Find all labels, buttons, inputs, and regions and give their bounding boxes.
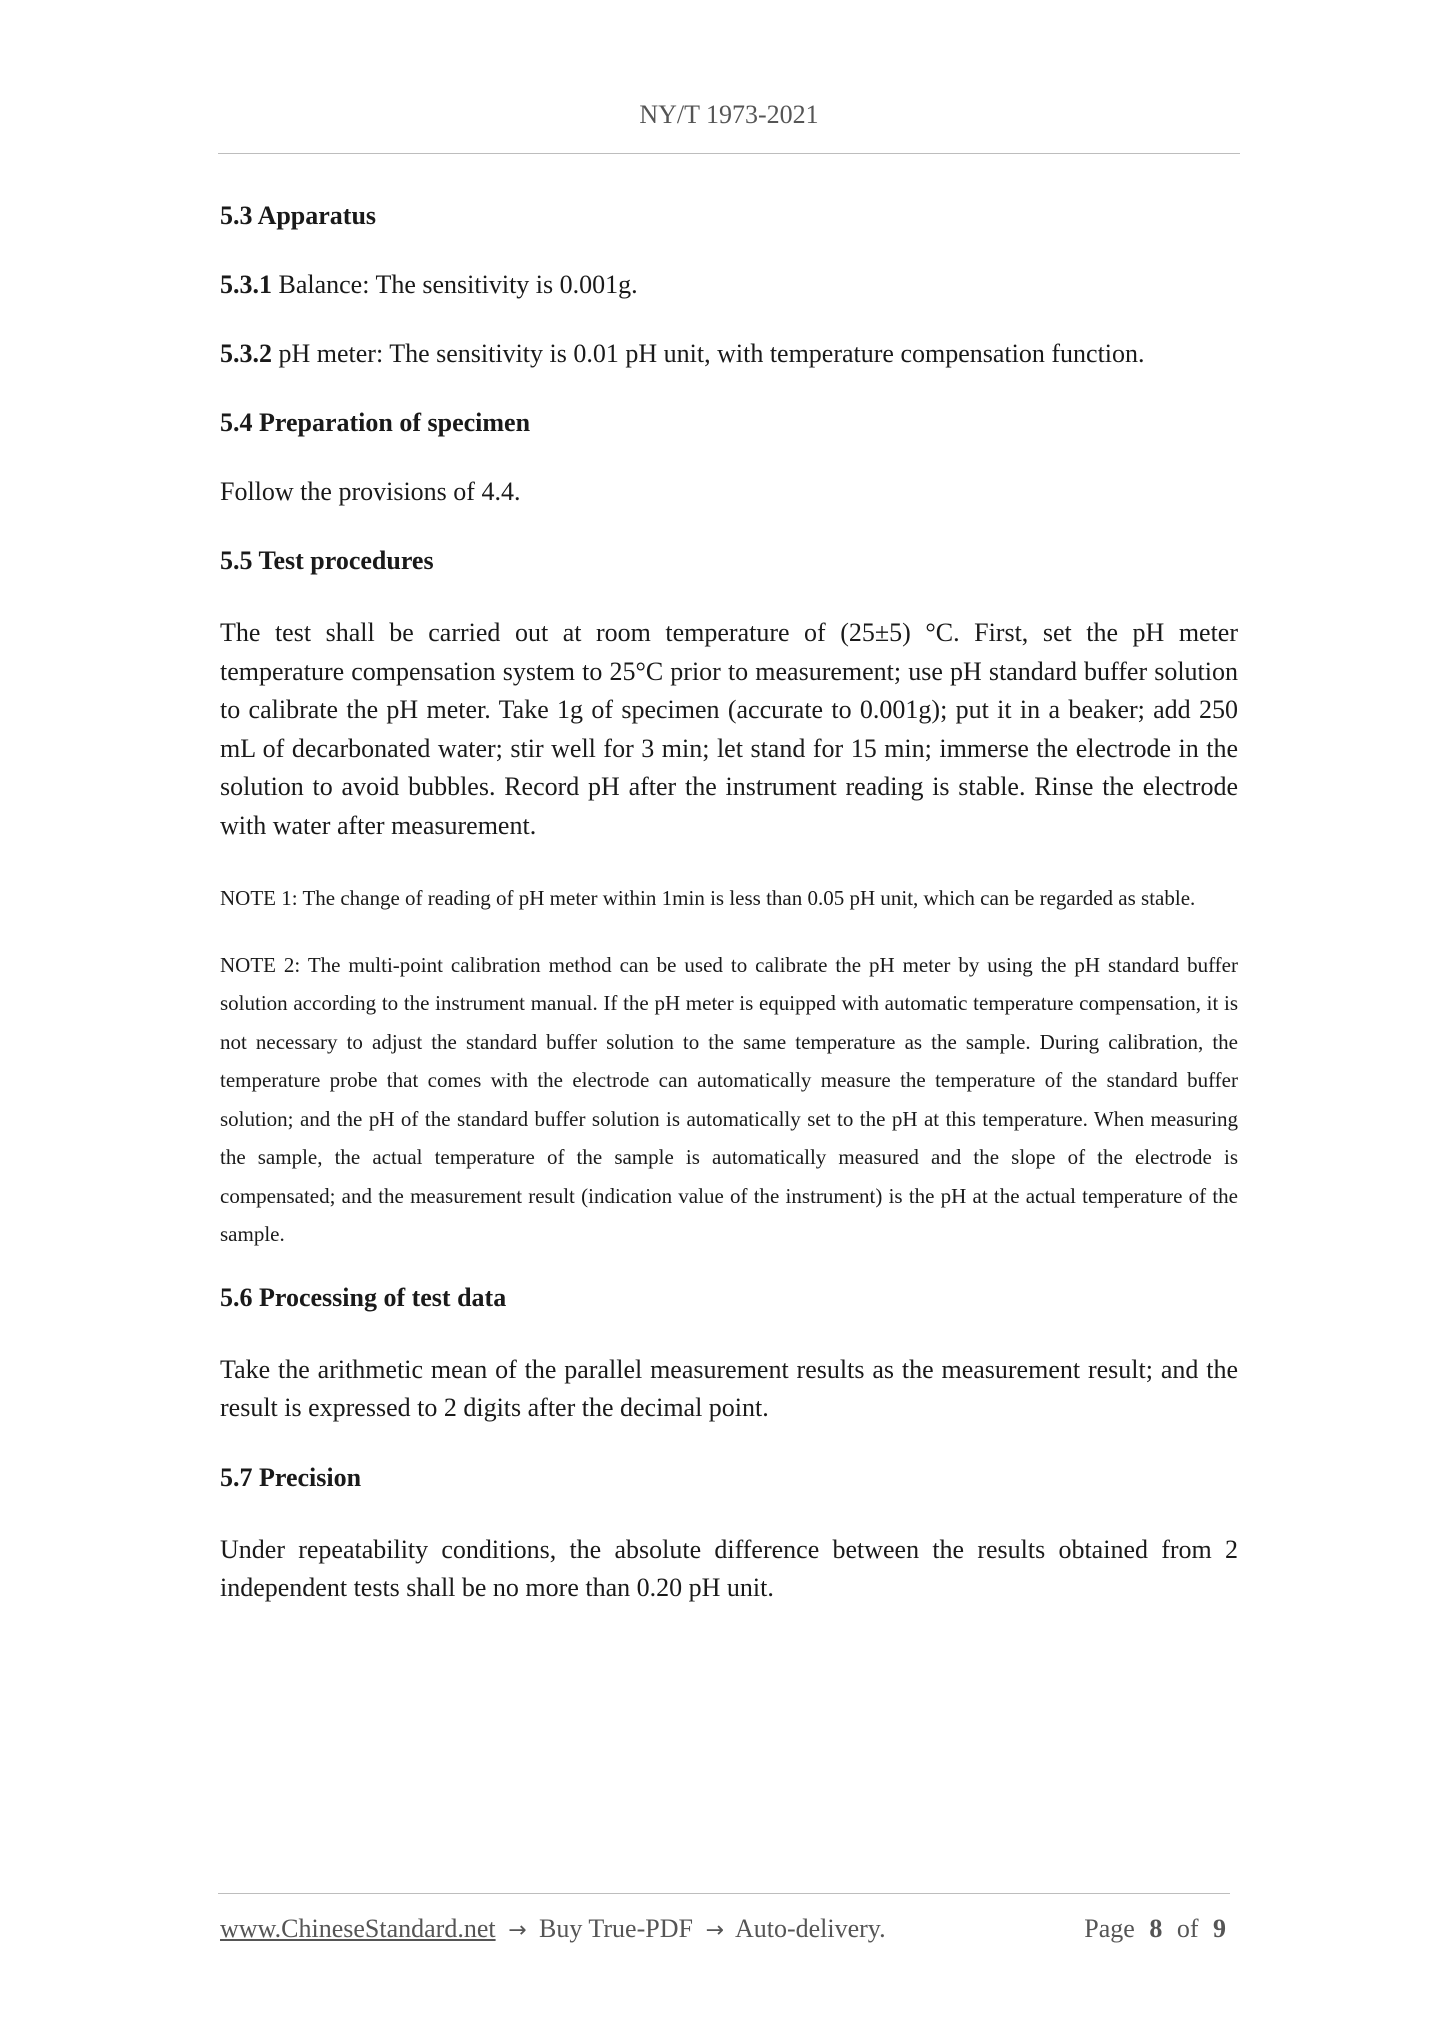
page-header: NY/T 1973-2021 — [639, 100, 819, 129]
page-footer — [220, 1914, 1230, 1944]
website-link[interactable]: www.ChineseStandard.net — [220, 1914, 496, 1943]
arrow-right-icon: → — [705, 1918, 724, 1943]
section-5-4-text: Follow the provisions of 4.4. — [220, 477, 521, 506]
page-total: 9 — [1213, 1914, 1226, 1943]
page-content — [220, 200, 1238, 1642]
buy-true-pdf-text: Buy True-PDF — [539, 1914, 693, 1943]
section-5-5-text: The test shall be carried out at room temperature of (25±5) °C. First, set the pH meter temperature compensation system to 25°C prior to measurement; use pH standard buffer solution to calibrate the pH meter. Take 1g of specimen (accurate to 0.001g); put it in a beaker; add 250 mL of decarbonated water; stir well for 3 min; let stand for 15 min; immerse the electrode in the solution to avoid bubbles. Record pH after the instrument reading is stable. Rinse the electrode with water after measurement. — [220, 618, 1238, 840]
arrow-right-icon: → — [508, 1918, 527, 1943]
clause-5-3-2-text: pH meter: The sensitivity is 0.01 pH unit, with temperature compensation function. — [272, 339, 1145, 368]
header-divider — [218, 153, 1240, 154]
section-5-6-title: 5.6 Processing of test data — [220, 1282, 507, 1312]
clause-5-3-1-number: 5.3.1 — [220, 270, 272, 299]
clause-5-3-1 — [220, 269, 1238, 301]
auto-delivery-text: Auto-delivery. — [734, 1914, 886, 1943]
note-2: NOTE 2: The multi-point calibration method can be used to calibrate the pH meter by using the pH standard buffer solution according to the instrument manual. If the pH meter is equipped with automatic temperature compensation, it is not necessary to adjust the standard buffer solution to the same temperature as the sample. During calibration, the temperature probe that comes with the electrode can automatically measure the temperature of the standard buffer solution; and the pH of the standard buffer solution is automatically set to the pH at this temperature. When measuring the sample, the actual temperature of the sample is automatically measured and the slope of the electrode is compensated; and the measurement result (indication value of the instrument) is the pH at the actual temperature of the sample. — [220, 952, 1238, 1246]
section-5-5-title: 5.5 Test procedures — [220, 546, 434, 575]
footer-divider — [218, 1893, 1230, 1894]
note-1: NOTE 1: The change of reading of pH meter within 1min is less than 0.05 pH unit, which can be regarded as stable. — [220, 886, 1196, 910]
section-5-7-text: Under repeatability conditions, the absolute difference between the results obtained from 2 independent tests shall be no more than 0.20 pH unit. — [220, 1534, 1238, 1602]
of-word: of — [1176, 1914, 1199, 1943]
page-number — [1080, 1914, 1230, 1944]
section-5-4-title: 5.4 Preparation of specimen — [220, 408, 531, 437]
section-5-6-text: Take the arithmetic mean of the parallel measurement results as the measurement result; and the result is expressed to 2 digits after the decimal point. — [220, 1354, 1238, 1422]
clause-5-3-1-text: Balance: The sensitivity is 0.001g. — [272, 270, 638, 299]
footer-promo — [220, 1914, 886, 1944]
page-current: 8 — [1149, 1914, 1163, 1943]
section-5-7-title: 5.7 Precision — [220, 1462, 362, 1492]
page-word: Page — [1084, 1914, 1135, 1943]
clause-5-3-2 — [220, 338, 1238, 370]
clause-5-3-2-number: 5.3.2 — [220, 339, 272, 368]
section-5-3-title: 5.3 Apparatus — [220, 201, 377, 230]
